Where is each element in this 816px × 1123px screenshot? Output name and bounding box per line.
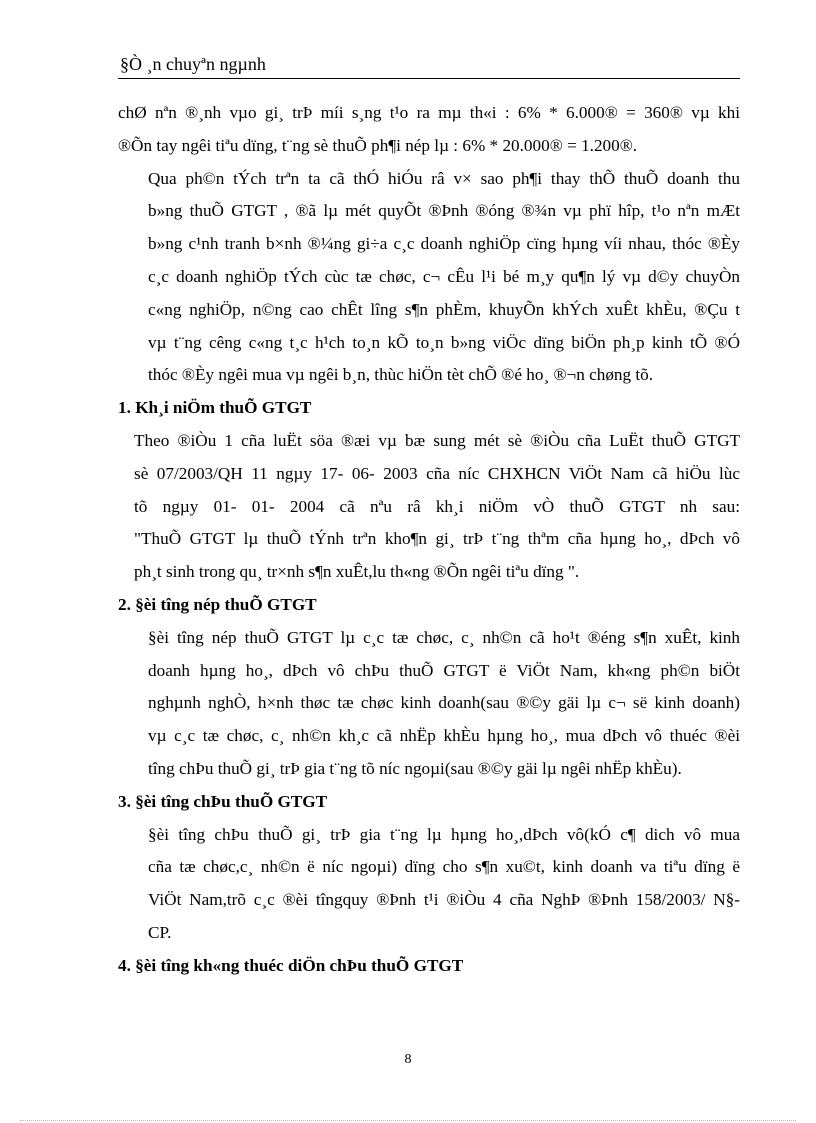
text-line: Qua ph©n tÝch trªn ta cã thÓ hiÓu râ v× sao ph¶i thay thÕ thuÕ doanh thu: [148, 168, 740, 188]
text-line: tîng chÞu thuÕ gi¸ trÞ gia t¨ng tõ níc ngoµi(sau ®©y gäi lµ ngêi nhËp khÈu).: [148, 758, 682, 778]
paragraph: [118, 97, 740, 163]
text-line: cña tæ chøc,c¸ nh©n ë níc ngoµi) dïng cho s¶n xu©t, kinh doanh va tiªu dïng ë: [148, 857, 740, 877]
paragraph: [118, 819, 740, 950]
page-bottom-divider: [20, 1120, 796, 1121]
text-line: c«ng nghiÖp, n©ng cao chÊt lîng s¶n phÈm, khuyÕn khÝch xuÊt khÈu, ®Çu t: [148, 299, 740, 319]
header-title: §Ò ¸n chuyªn ngµnh: [120, 54, 266, 74]
text-line: "ThuÕ GTGT lµ thuÕ tÝnh trªn kho¶n gi¸ trÞ t¨ng thªm cña hµng ho¸, dÞch vô: [134, 529, 740, 549]
text-line: chØ nªn ®¸nh vµo gi¸ trÞ míi s¸ng t¹o ra mµ th«i : 6% * 6.000® = 360® vµ khi: [118, 103, 740, 122]
paragraph: [118, 163, 740, 393]
text-line: CP.: [148, 922, 172, 942]
section-heading: 3. §èi tîng chÞu thuÕ GTGT: [118, 791, 328, 811]
text-line: ViÖt Nam,trõ c¸c ®èi tîngquy ®Þnh t¹i ®iÒu 4 cña NghÞ ®Þnh 158/2003/ N§-: [148, 890, 740, 910]
text-line: vµ c¸c tæ chøc, c¸ nh©n kh¸c cã nhËp khÈu hµng ho¸, mua dÞch vô thuéc ®èi: [148, 726, 740, 746]
section-heading: 4. §èi tîng kh«ng thuéc diÖn chÞu thuÕ GTGT: [118, 955, 464, 975]
paragraph: [118, 622, 740, 786]
text-line: thóc ®Èy ngêi mua vµ ngêi b¸n, thùc hiÖn tèt chÕ ®é ho¸ ®¬n chøng tõ.: [148, 365, 654, 385]
text-line: c¸c doanh nghiÖp tÝch cùc tæ chøc, c¬ cÊu l¹i bé m¸y qu¶n lý vµ d©y chuyÒn: [148, 266, 740, 286]
text-line: tõ ngµy 01- 01- 2004 cã nªu râ kh¸i niÖm vÒ thuÕ GTGT nh sau:: [134, 496, 740, 516]
paragraph: [118, 425, 740, 589]
text-line: §èi tîng chÞu thuÕ gi¸ trÞ gia t¨ng lµ hµng ho¸,dÞch vô(kÓ c¶ dich vô mua: [148, 824, 740, 844]
text-line: ®Õn tay ngêi tiªu dïng, t¨ng sè thuÕ ph¶i nép lµ : 6% * 20.000® = 1.200®.: [118, 135, 638, 155]
document-body: [118, 97, 740, 983]
text-line: doanh hµng ho¸, dÞch vô chÞu thuÕ GTGT ë ViÖt Nam, kh«ng ph©n biÖt: [148, 660, 740, 680]
section-heading: 2. §èi tîng nép thuÕ GTGT: [118, 594, 317, 614]
text-line: Theo ®iÒu 1 cña luËt söa ®æi vµ bæ sung mét sè ®iÒu cña LuËt thuÕ GTGT: [134, 430, 740, 450]
page-number: 8: [404, 1052, 412, 1067]
text-line: nghµnh nghÒ, h×nh thøc tæ chøc kinh doanh(sau ®©y gäi lµ c¬ së kinh doanh): [148, 693, 740, 713]
text-line: b»ng thuÕ GTGT , ®ã lµ mét quyÕt ®Þnh ®óng ®¾n vµ phï hîp, t¹o nªn mÆt: [148, 201, 740, 221]
page-header: [118, 50, 740, 79]
text-line: ph¸t sinh trong qu¸ tr×nh s¶n xuÊt,lu th«ng ®Õn ngêi tiªu dïng ".: [134, 562, 580, 582]
text-line: b»ng c¹nh tranh b×nh ®¼ng gi÷a c¸c doanh nghiÖp cïng hµng víi nhau, thóc ®Èy: [148, 234, 740, 254]
text-line: vµ t¨ng cêng c«ng t¸c h¹ch to¸n kÕ to¸n b»ng viÖc dïng biÖn ph¸p kinh tÕ ®Ó: [148, 332, 740, 352]
section-heading: 1. Kh¸i niÖm thuÕ GTGT: [118, 398, 312, 418]
text-line: §èi tîng nép thuÕ GTGT lµ c¸c tæ chøc, c¸ nh©n cã ho¹t ®éng s¶n xuÊt, kinh: [148, 627, 740, 647]
text-line: sè 07/2003/QH 11 ngµy 17- 06- 2003 cña níc CHXHCN ViÖt Nam cã hiÖu lùc: [134, 463, 740, 483]
